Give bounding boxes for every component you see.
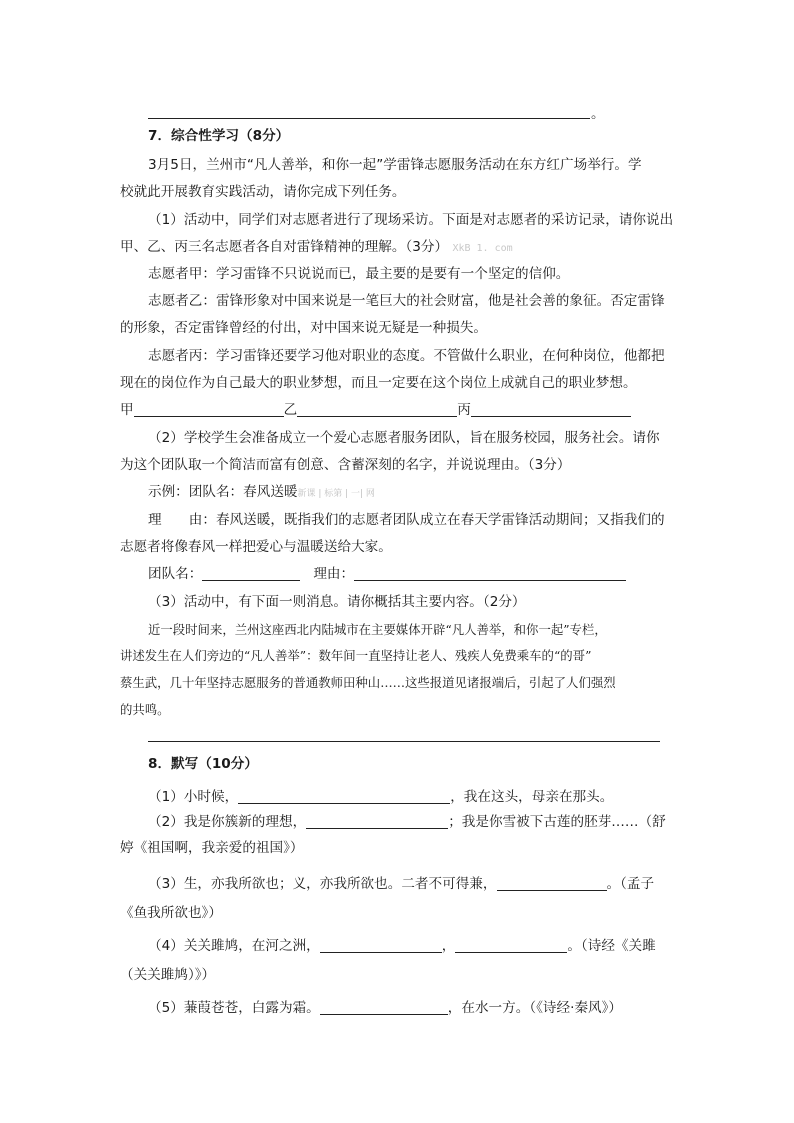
reason-line2: 志愿者将像春风一样把爱心与温暖送给大家。 xyxy=(120,539,392,555)
q7-title: 7．综合性学习（8分） xyxy=(148,128,290,144)
answer-line-summary[interactable] xyxy=(148,741,660,742)
volunteer-b-line1: 志愿者乙：雷锋形象对中国来说是一笔巨大的社会财富，他是社会善的象征。否定雷锋 xyxy=(148,293,665,309)
team-name-label: 团队名： xyxy=(148,566,203,582)
task1-line2 xyxy=(120,237,513,259)
news-line3: 蔡生武，几十年坚持志愿服务的普通教师田种山……这些报道见诸报端后，引起了人们强烈 xyxy=(120,675,616,690)
item2-suffix: ；我是你雪被下古莲的胚芽……（舒 xyxy=(448,814,666,830)
item3-source: 《鱼我所欲也》） xyxy=(120,905,222,921)
q8-title: 8．默写（10分） xyxy=(148,756,258,772)
reason-label: 理 由： xyxy=(148,512,216,528)
answer-row-jia-yi-bing xyxy=(120,400,631,420)
item5-prefix: （5）蒹葭苍苍，白露为霜。 xyxy=(148,1000,320,1016)
watermark-2: 新课 | 标第 | 一| 网 xyxy=(297,489,375,499)
label-bing: 丙 xyxy=(457,402,471,418)
item2-blank[interactable] xyxy=(306,814,448,829)
answer-line-top xyxy=(148,118,590,119)
item4-source: （关关雎鸠）》） xyxy=(120,967,216,983)
reason-field-label: 理由： xyxy=(313,566,355,582)
news-line1: 近一段时间来，兰州这座西北内陆城市在主要媒体开辟“凡人善举，和你一起”专栏， xyxy=(148,622,607,637)
item3-row xyxy=(148,874,654,894)
item5-row xyxy=(148,998,622,1018)
item4-prefix: （4）关关雎鸠，在河之洲， xyxy=(148,938,320,954)
item4-blank2[interactable] xyxy=(455,938,567,953)
watermark: XkB 1. com xyxy=(452,243,513,254)
volunteer-a: 志愿者甲：学习雷锋不只说说而已，最主要的是要有一个坚定的信仰。 xyxy=(148,266,570,282)
item1-row xyxy=(148,787,613,807)
example-row xyxy=(148,482,375,504)
label-jia: 甲 xyxy=(120,402,134,418)
label-yi: 乙 xyxy=(283,402,298,418)
item2-source: 婷《祖国啊，我亲爱的祖国》） xyxy=(120,840,304,856)
answer-blank-bing[interactable] xyxy=(471,402,631,417)
news-line4: 的共鸣。 xyxy=(120,702,170,717)
end-mark: 。 xyxy=(591,106,605,122)
volunteer-c-line2: 现在的岗位作为自己最大的职业梦想，而且一定要在这个岗位上成就自己的职业梦想。 xyxy=(120,375,637,391)
item2-prefix: （2）我是你簇新的理想， xyxy=(148,814,307,830)
item1-prefix: （1）小时候， xyxy=(148,789,239,805)
item1-suffix: ，我在这头，母亲在那头。 xyxy=(450,789,614,805)
item4-comma: ， xyxy=(441,938,456,954)
item5-suffix: ，在水一方。（《诗经·秦风》） xyxy=(447,1000,623,1016)
task2-line1: （2）学校学生会准备成立一个爱心志愿者服务团队，旨在服务校园，服务社会。请你 xyxy=(148,430,660,446)
reason-row xyxy=(148,510,665,530)
item4-blank1[interactable] xyxy=(320,938,442,953)
task1-line1: （1）活动中，同学们对志愿者进行了现场采访。下面是对志愿者的采访记录，请你说出 xyxy=(148,212,674,228)
task2-line2: 为这个团队取一个简洁而富有创意、含蓄深刻的名字，并说说理由。（3分） xyxy=(120,457,571,473)
item3-suffix: 。（孟子 xyxy=(606,876,655,892)
volunteer-c-line1: 志愿者丙：学习雷锋还要学习他对职业的态度。不管做什么职业，在何种岗位，他都把 xyxy=(148,348,665,364)
item3-blank[interactable] xyxy=(497,876,607,891)
q7-intro-line1: 3月5日，兰州市“凡人善举，和你一起”学雷锋志愿服务活动在东方红广场举行。学 xyxy=(148,157,642,173)
news-line2: 讲述发生在人们旁边的“凡人善举”：数年间一直坚持让老人、残疾人免费乘车的“的哥” xyxy=(120,648,592,663)
item1-blank[interactable] xyxy=(238,789,450,804)
item5-blank[interactable] xyxy=(320,1000,448,1015)
reason-line1: 春风送暖，既指我们的志愿者团队成立在春天学雷锋活动期间；又指我们的 xyxy=(215,512,665,528)
item4-suffix: 。（诗经《关雎 xyxy=(567,938,656,954)
example-label: 示例：团队名：春风送暖 xyxy=(148,484,298,500)
item4-row xyxy=(148,936,656,956)
task3: （3）活动中，有下面一则消息。请你概括其主要内容。（2分） xyxy=(148,594,526,610)
answer-blank-jia[interactable] xyxy=(134,402,284,417)
answer-blank-yi[interactable] xyxy=(297,402,457,417)
volunteer-b-line2: 的形象，否定雷锋曾经的付出，对中国来说无疑是一种损失。 xyxy=(120,320,488,336)
item2-row xyxy=(148,812,666,832)
task1-text: 甲、乙、丙三名志愿者各自对雷锋精神的理解。（3分） xyxy=(120,239,449,255)
team-name-blank[interactable] xyxy=(202,566,300,581)
reason-blank[interactable] xyxy=(354,566,626,581)
item3-prefix: （3）生，亦我所欲也；义，亦我所欲也。二者不可得兼， xyxy=(148,876,497,892)
team-answer-row xyxy=(148,564,626,584)
q7-intro-line2: 校就此开展教育实践活动，请你完成下列任务。 xyxy=(120,184,406,200)
